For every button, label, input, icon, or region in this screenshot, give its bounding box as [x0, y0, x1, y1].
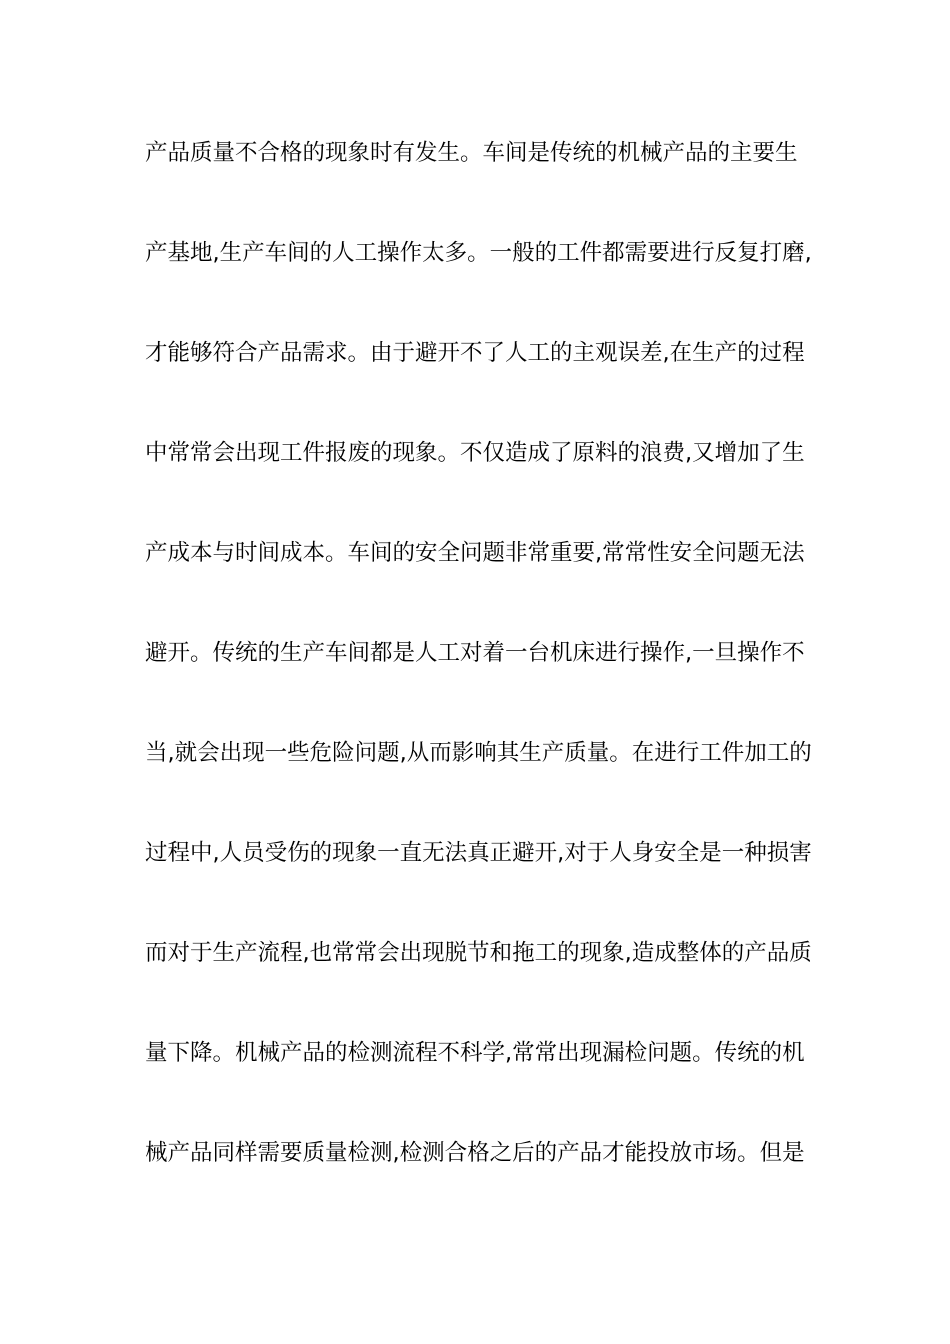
text-line: 才能够符合产品需求。由于避开不了人工的主观误差,在生产的过程: [145, 340, 805, 366]
text-line: 量下降。机械产品的检测流程不科学,常常出现漏检问题。传统的机: [145, 1040, 805, 1066]
text-line: 中常常会出现工件报废的现象。不仅造成了原料的浪费,又增加了生: [145, 440, 805, 466]
text-line: 产品质量不合格的现象时有发生。车间是传统的机械产品的主要生: [145, 140, 798, 166]
text-line: 过程中,人员受伤的现象一直无法真正避开,对于人身安全是一种损害: [145, 840, 812, 866]
text-line: 产成本与时间成本。车间的安全问题非常重要,常常性安全问题无法: [145, 540, 805, 566]
text-line: 产基地,生产车间的人工操作太多。一般的工件都需要进行反复打磨,: [145, 240, 812, 266]
text-line: 械产品同样需要质量检测,检测合格之后的产品才能投放市场。但是: [145, 1140, 805, 1166]
text-line: 而对于生产流程,也常常会出现脱节和拖工的现象,造成整体的产品质: [145, 940, 812, 966]
body-text: [145, 128, 815, 1228]
text-line: 避开。传统的生产车间都是人工对着一台机床进行操作,一旦操作不: [145, 640, 805, 666]
text-line: 当,就会出现一些危险问题,从而影响其生产质量。在进行工件加工的: [145, 740, 812, 766]
